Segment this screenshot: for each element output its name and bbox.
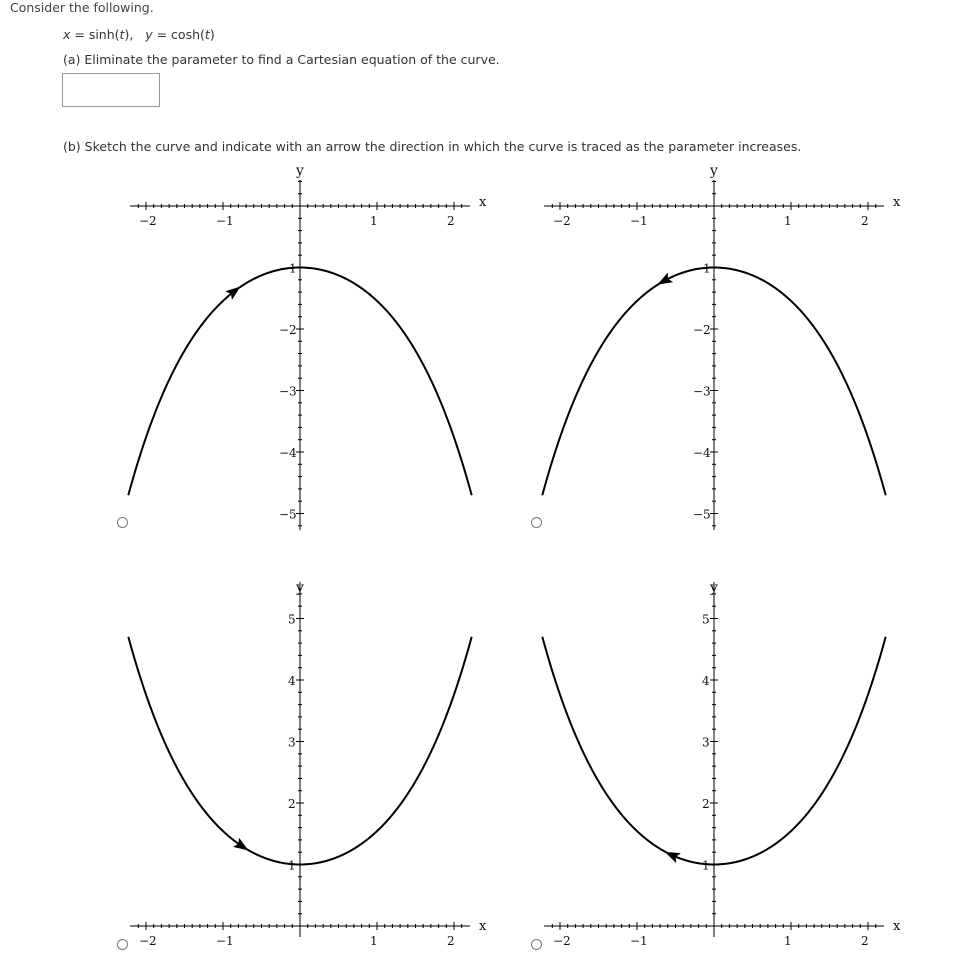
y-tick-label: −1 [693, 261, 711, 276]
parametric-equations [63, 27, 215, 42]
y-tick-label: 3 [702, 735, 710, 750]
y-variable: y [145, 27, 153, 42]
x-tick-label: −2 [139, 214, 157, 228]
graph-option-3 [125, 572, 495, 952]
y-tick-label: 5 [702, 612, 710, 627]
cartesian-equation-input[interactable] [62, 73, 160, 107]
x-tick-label: 2 [447, 934, 455, 948]
x-tick-label: −2 [139, 934, 157, 948]
y-tick-label: 3 [288, 735, 296, 750]
y-axis-label: y [296, 580, 304, 596]
y-parameter: t [204, 27, 210, 42]
x-equation-rhs: = sinh( [70, 27, 120, 42]
y-tick-label: 1 [288, 858, 296, 873]
part-a-question: (a) Eliminate the parameter to find a Cartesian equation of the curve. [63, 52, 500, 67]
intro-text: Consider the following. [10, 0, 154, 15]
direction-arrow [657, 273, 673, 285]
y-tick-label: 1 [702, 858, 710, 873]
x-tick-label: 1 [784, 934, 792, 948]
y-tick-label: −5 [693, 507, 711, 522]
x-tick-label: 1 [370, 214, 378, 228]
y-tick-label: 2 [288, 797, 296, 811]
graph-option-4 [539, 572, 909, 952]
y-tick-label: 2 [702, 797, 710, 811]
x-tick-label: −1 [630, 214, 648, 228]
y-tick-label: −3 [693, 384, 711, 399]
x-axis-label: x [893, 919, 901, 934]
x-tick-label: 2 [861, 214, 869, 228]
x-axis-label: x [479, 919, 487, 934]
x-variable: x [63, 27, 71, 42]
y-axis-label: y [296, 163, 304, 179]
x-tick-label: −2 [553, 934, 571, 948]
x-tick-label: 2 [861, 934, 869, 948]
y-tick-label: −2 [693, 323, 711, 337]
direction-arrow [233, 838, 249, 851]
x-tick-label: 2 [447, 214, 455, 228]
y-tick-label: −2 [279, 323, 297, 337]
x-axis-label: x [479, 195, 487, 210]
x-tick-label: 1 [784, 214, 792, 228]
x-tick-label: 1 [370, 934, 378, 948]
graph-option-2 [539, 160, 909, 535]
x-tick-label: −1 [216, 214, 234, 228]
x-parameter: t [119, 27, 125, 42]
y-axis-label: y [710, 580, 718, 596]
x-tick-label: −1 [630, 934, 648, 948]
y-axis-label: y [710, 163, 718, 179]
y-equation-rhs: = cosh( [152, 27, 205, 42]
y-tick-label: 4 [702, 674, 710, 688]
x-axis-label: x [893, 195, 901, 210]
y-tick-label: 4 [288, 674, 296, 688]
y-equation-close: ) [209, 27, 215, 42]
x-tick-label: −2 [553, 214, 571, 228]
y-tick-label: −4 [693, 446, 711, 460]
y-tick-label: −4 [279, 446, 297, 460]
x-tick-label: −1 [216, 934, 234, 948]
y-tick-label: −3 [279, 384, 297, 399]
y-tick-label: −1 [279, 261, 297, 276]
y-tick-label: 5 [288, 612, 296, 627]
y-tick-label: −5 [279, 507, 297, 522]
graph-option-1 [125, 160, 495, 535]
part-b-question: (b) Sketch the curve and indicate with an arrow the direction in which the curve is traced as the parameter increases. [63, 139, 802, 154]
x-equation-close: ), [124, 27, 134, 42]
